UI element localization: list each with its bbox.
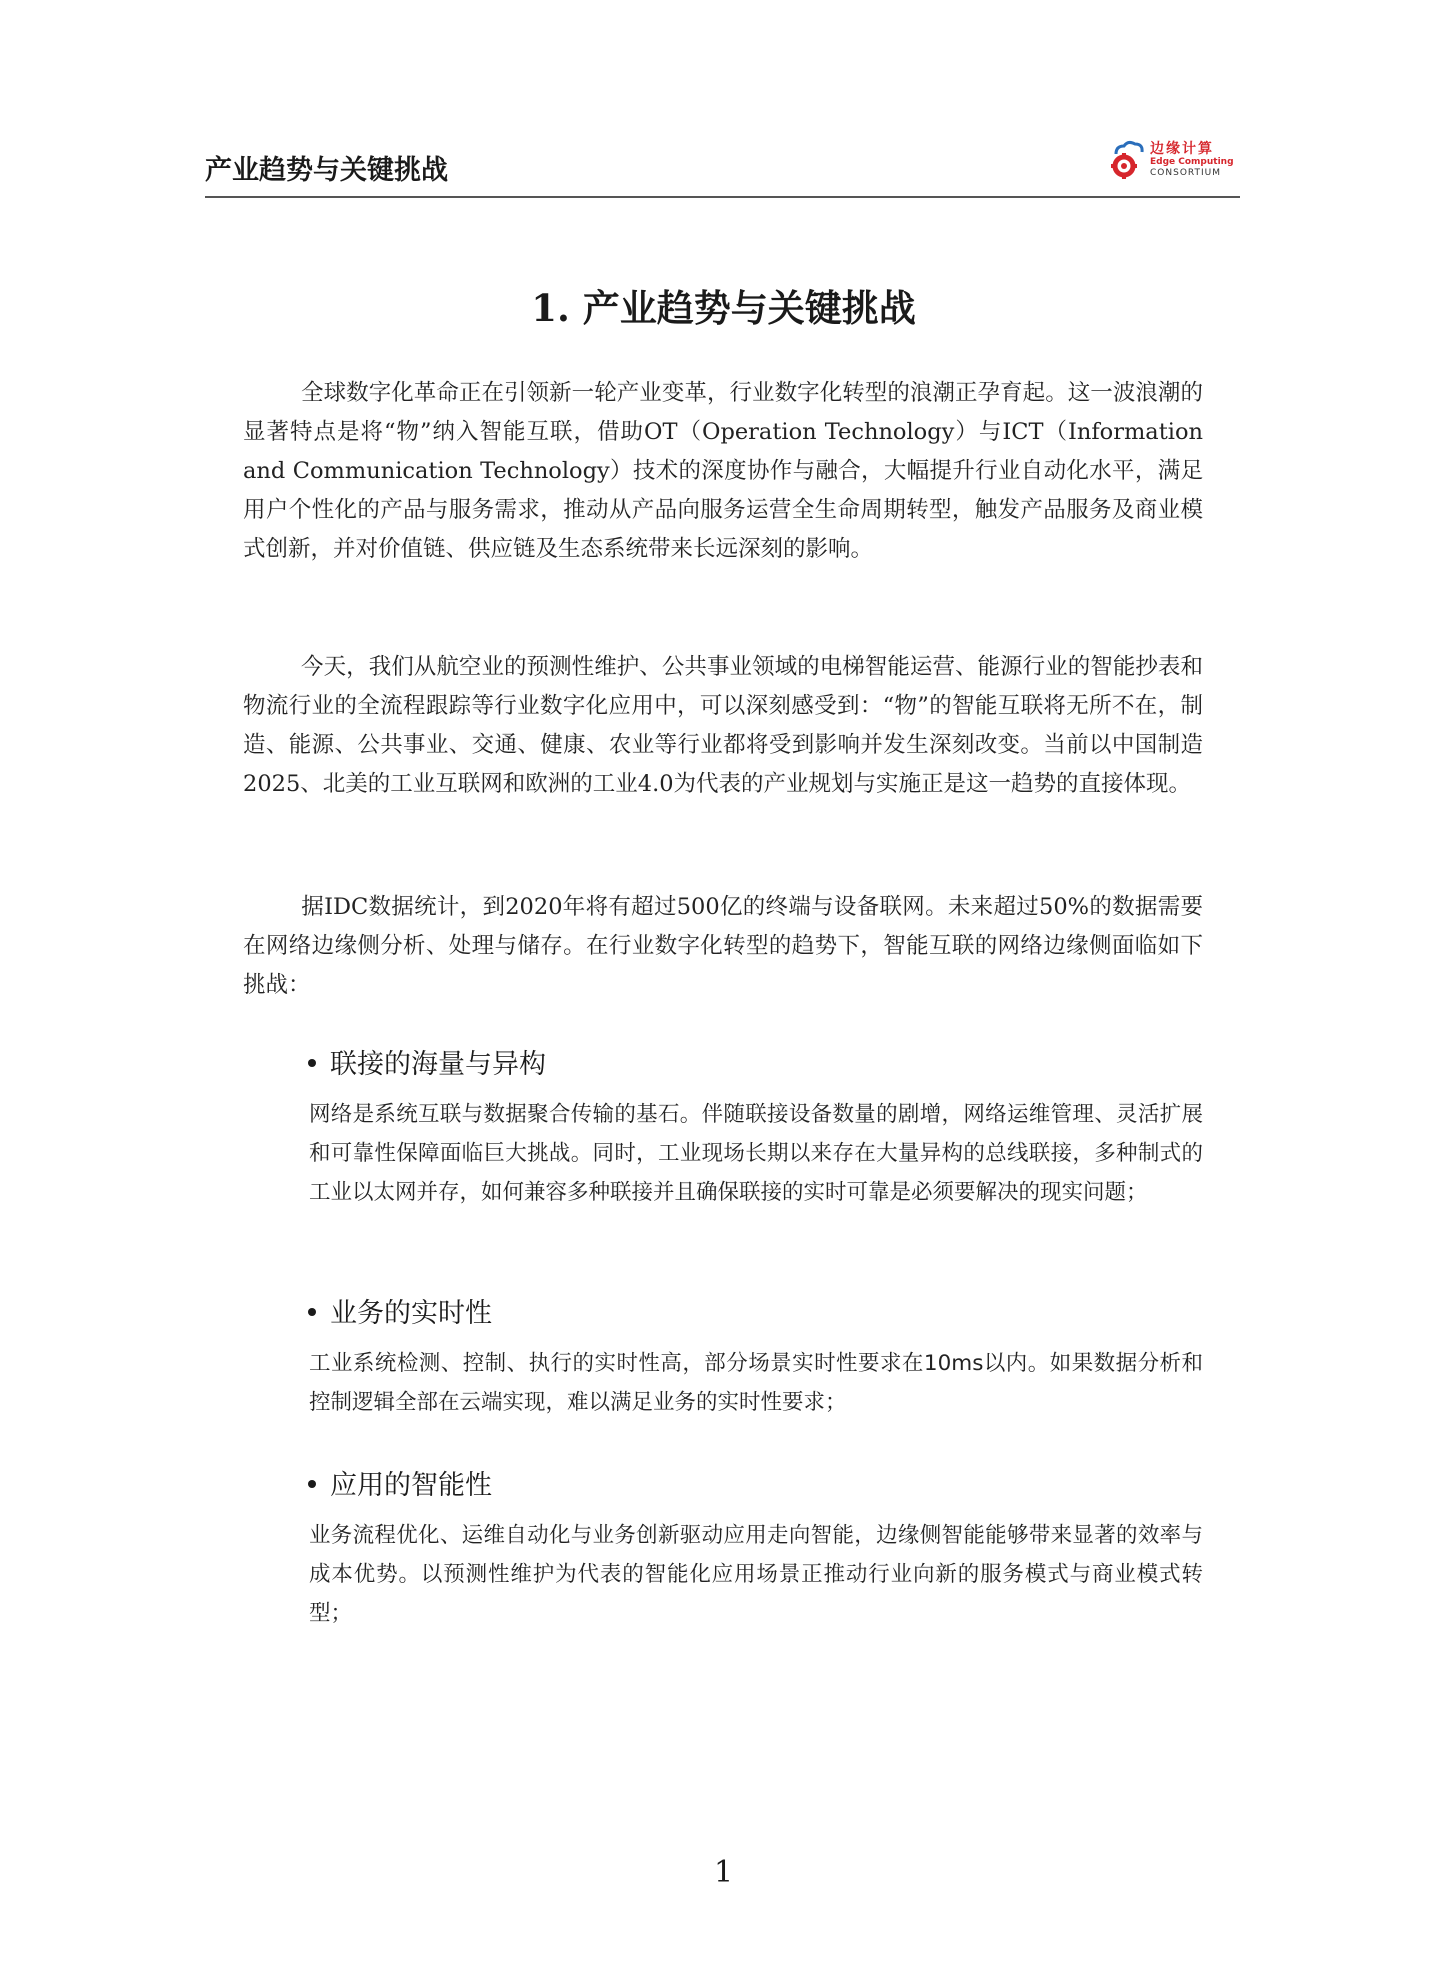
bullet-body-3: 业务流程优化、运维自动化与业务创新驱动应用走向智能，边缘侧智能能够带来显著的效率与成本优势。以预测性维护为代表的智能化应用场景正推动行业向新的服务模式与商业模式转型； xyxy=(309,1523,1203,1626)
bullet-dot-icon xyxy=(308,1059,316,1067)
paragraph-1 xyxy=(243,374,1203,569)
bullet-body-1: 网络是系统互联与数据聚合传输的基石。伴随联接设备数量的剧增，网络运维管理、灵活扩展和可靠性保障面临巨大挑战。同时，工业现场长期以来存在大量异构的总线联接，多种制式的工业以太网并存，如何兼容多种联接并且确保联接的实时可靠是必须要解决的现实问题； xyxy=(309,1102,1203,1205)
bullet-title-2-text: 业务的实时性 xyxy=(330,1298,492,1329)
page-number: 1 xyxy=(713,1855,734,1890)
bullet-title-2 xyxy=(308,1291,492,1330)
consortium-logo xyxy=(1110,136,1240,184)
bullet-title-3-text: 应用的智能性 xyxy=(330,1470,492,1501)
section-title: 1. 产业趋势与关键挑战 xyxy=(531,286,916,330)
gear-cloud-icon xyxy=(1110,140,1146,180)
bullet-body-2: 工业系统检测、控制、执行的实时性高，部分场景实时性要求在10ms以内。如果数据分析和控制逻辑全部在云端实现，难以满足业务的实时性要求； xyxy=(309,1351,1203,1415)
bullet-dot-icon xyxy=(308,1308,316,1316)
page-header xyxy=(205,130,1240,198)
bullet-dot-icon xyxy=(308,1480,316,1488)
paragraph-3-text: 据IDC数据统计，到2020年将有超过500亿的终端与设备联网。未来超过50%的数据需要在网络边缘侧分析、处理与储存。在行业数字化转型的趋势下，智能互联的网络边缘侧面临如下挑战： xyxy=(243,894,1203,998)
paragraph-2-text: 今天，我们从航空业的预测性维护、公共事业领域的电梯智能运营、能源行业的智能抄表和物流行业的全流程跟踪等行业数字化应用中，可以深刻感受到：“物”的智能互联将无所不在，制造、能源、公共事业、交通、健康、农业等行业都将受到影响并发生深刻改变。当前以中国制造2025、北美的工业互联网和欧洲的工业4.0为代表的产业规划与实施正是这一趋势的直接体现。 xyxy=(243,654,1203,797)
paragraph-1-text: 全球数字化革命正在引领新一轮产业变革，行业数字化转型的浪潮正孕育起。这一波浪潮的显著特点是将“物”纳入智能互联，借助OT（Operation Technology）与ICT（Information and Communication Technology）技术的深度协作与融合，大幅提升行业自动化水平，满足用户个性化的产品与服务需求，推动从产品向服务运营全生命周期转型，触发产品服务及商业模式创新，并对价值链、供应链及生态系统带来长远深刻的影响。 xyxy=(243,380,1203,562)
bullet-title-1 xyxy=(308,1042,546,1081)
logo-cn-text: 边缘计算 xyxy=(1150,141,1214,157)
logo-en-text-2: CONSORTIUM xyxy=(1150,168,1222,178)
logo-en-text-1: Edge Computing xyxy=(1150,157,1234,167)
bullet-title-3 xyxy=(308,1463,492,1502)
header-title: 产业趋势与关键挑战 xyxy=(205,155,448,186)
bullet-title-1-text: 联接的海量与异构 xyxy=(330,1049,546,1080)
paragraph-3 xyxy=(243,888,1203,1005)
paragraph-2 xyxy=(243,648,1203,804)
